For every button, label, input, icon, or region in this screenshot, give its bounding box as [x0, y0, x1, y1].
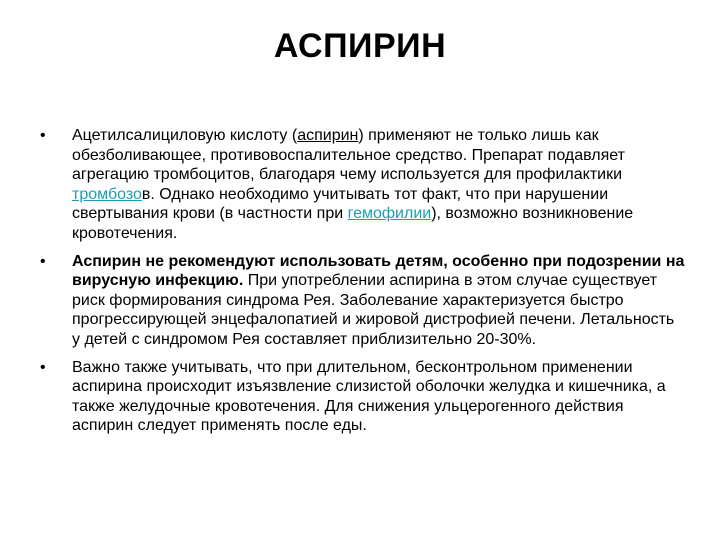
- bullet-2-bold-text: Аспирин не рекомендуют использовать детям, особенно при подозрении на вирусную инфекцию.: [72, 252, 685, 290]
- bullet-icon: •: [40, 252, 46, 270]
- bullet-list: [40, 126, 686, 444]
- bullet-1-text-part-4: ), возможно возникновение кровотечения.: [72, 205, 634, 242]
- bullet-1-text-part-2: ) применяют не только лишь как обезболивающее, противовоспалительное средство. Препарат подавляет агрегацию тромбоцитов, благодаря чему используется для профилактики: [72, 127, 625, 184]
- bullet-2-text: При употреблении аспирина в этом случае существует риск формирования синдрома Рея. Заболевание характеризуется быстро прогрессирующей энцефалопатией и жировой дистрофией печени. Летальность у детей с синдромом Рея составляет приблизительно 20-30%.: [72, 272, 675, 348]
- bullet-item-3: [40, 358, 686, 436]
- bullet-1-text-part-1: Ацетилсалициловую кислоту (: [72, 127, 298, 144]
- bullet-icon: •: [40, 358, 46, 376]
- slide-title: АСПИРИН: [273, 27, 447, 65]
- aspirin-link[interactable]: аспирин: [297, 127, 359, 144]
- bullet-icon: •: [40, 127, 46, 144]
- bullet-3-text: Важно также учитывать, что при длительном, бесконтрольном применении аспирина происходит изъязвление слизистой оболочки желудка и кишечника, а также желудочные кровотечения. Для снижения ульцерогенного действия аспирин следует применять после еды.: [72, 358, 666, 435]
- hemophilia-link[interactable]: гемофилии: [347, 205, 432, 223]
- bullet-item-2: [40, 252, 686, 350]
- thrombosis-link[interactable]: тромбозо: [72, 185, 142, 203]
- bullet-item-1: [40, 126, 686, 244]
- bullet-1-text-part-3: в. Однако необходимо учитывать тот факт, что при нарушении свертывания крови (в частности при: [72, 185, 609, 223]
